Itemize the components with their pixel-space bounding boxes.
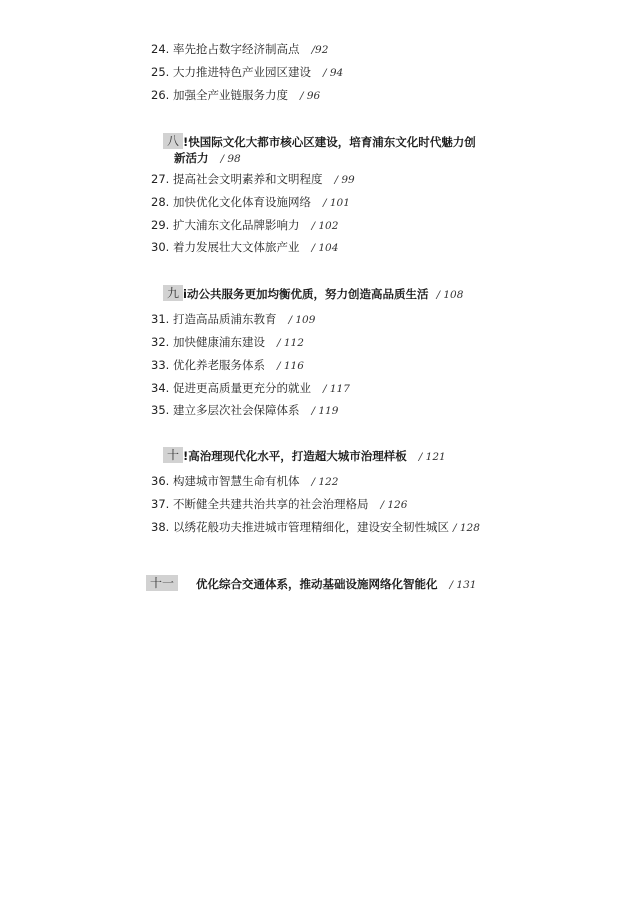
section-heading-8[interactable] [163, 133, 476, 151]
item-number: 36. [151, 474, 170, 488]
toc-item-30[interactable] [151, 240, 338, 255]
item-title: 建立多层次社会保障体系 [173, 403, 300, 417]
item-title: 构建城市智慧生命有机体 [173, 474, 300, 488]
toc-item-32[interactable] [151, 335, 304, 350]
toc-item-28[interactable] [151, 195, 350, 210]
section-number-badge: 十 [163, 447, 183, 463]
toc-item-24[interactable] [151, 42, 328, 57]
toc-item-38[interactable] [151, 520, 480, 535]
item-page: / 94 [323, 67, 344, 79]
toc-item-36[interactable] [151, 474, 338, 489]
item-title: 促进更高质量更充分的就业 [173, 381, 311, 395]
section-title: 优化综合交通体系，推动基础设施网络化智能化 [196, 577, 438, 591]
toc-item-31[interactable] [151, 312, 315, 327]
item-page: / 102 [311, 220, 339, 232]
item-title: 不断健全共建共治共享的社会治理格局 [173, 497, 369, 511]
item-title: 加强全产业链服务力度 [173, 88, 288, 102]
item-page: / 117 [323, 383, 350, 395]
section-number-badge: 九 [163, 285, 183, 301]
toc-item-27[interactable] [151, 172, 355, 187]
section-title: !高治理现代化水平，打造超大城市治理样板 [183, 449, 407, 463]
section-title: !快国际文化大都市核心区建设，培育浦东文化时代魅力创 [183, 135, 476, 149]
item-page: / 104 [311, 242, 339, 254]
item-page: / 109 [288, 314, 316, 326]
section-title-continued: 新活力 [174, 151, 209, 165]
section-title: i动公共服务更加均衡优质，努力创造高品质生活 [183, 287, 429, 301]
item-page: / 122 [311, 476, 339, 488]
section-heading-8-line2[interactable] [174, 151, 241, 166]
item-page: /92 [311, 44, 329, 56]
section-heading-11[interactable] [146, 575, 476, 594]
item-number: 34. [151, 381, 170, 395]
toc-item-25[interactable] [151, 65, 343, 80]
item-page: / 119 [311, 405, 339, 417]
item-number: 28. [151, 195, 170, 209]
section-page: / 108 [436, 289, 464, 301]
section-heading-10[interactable] [163, 447, 446, 466]
toc-item-33[interactable] [151, 358, 304, 373]
item-number: 31. [151, 312, 170, 326]
item-number: 29. [151, 218, 170, 232]
item-title: 以绣花般功夫推进城市管理精细化，建设安全韧性城区 [173, 520, 449, 534]
item-number: 38. [151, 520, 170, 534]
item-number: 37. [151, 497, 170, 511]
section-number-badge: 八 [163, 133, 183, 149]
item-number: 27. [151, 172, 170, 186]
section-page: / 131 [449, 579, 477, 591]
toc-item-35[interactable] [151, 403, 338, 418]
item-number: 33. [151, 358, 170, 372]
item-title: 加快健康浦东建设 [173, 335, 265, 349]
item-title: 打造高品质浦东教育 [173, 312, 277, 326]
item-number: 25. [151, 65, 170, 79]
toc-item-26[interactable] [151, 88, 320, 103]
item-title: 加快优化文化体育设施网络 [173, 195, 311, 209]
item-number: 35. [151, 403, 170, 417]
item-page: / 112 [277, 337, 304, 349]
item-page: / 128 [453, 522, 480, 534]
item-page: / 101 [323, 197, 350, 209]
toc-item-29[interactable] [151, 218, 338, 233]
item-title: 大力推进特色产业园区建设 [173, 65, 311, 79]
item-page: / 99 [334, 174, 355, 186]
toc-item-37[interactable] [151, 497, 407, 512]
item-page: / 116 [277, 360, 304, 372]
item-title: 提高社会文明素养和文明程度 [173, 172, 323, 186]
section-heading-9[interactable] [163, 285, 463, 304]
item-title: 优化养老服务体系 [173, 358, 265, 372]
toc-item-34[interactable] [151, 381, 350, 396]
item-page: / 96 [300, 90, 321, 102]
item-number: 24. [151, 42, 170, 56]
section-page: / 121 [418, 451, 446, 463]
item-title: 着力发展壮大文体旅产业 [173, 240, 300, 254]
item-number: 26. [151, 88, 170, 102]
item-title: 率先抢占数字经济制高点 [173, 42, 300, 56]
item-number: 30. [151, 240, 170, 254]
section-page: / 98 [220, 153, 241, 165]
item-page: / 126 [380, 499, 408, 511]
section-number-badge: 十一 [146, 575, 178, 591]
item-title: 扩大浦东文化品牌影响力 [173, 218, 300, 232]
item-number: 32. [151, 335, 170, 349]
